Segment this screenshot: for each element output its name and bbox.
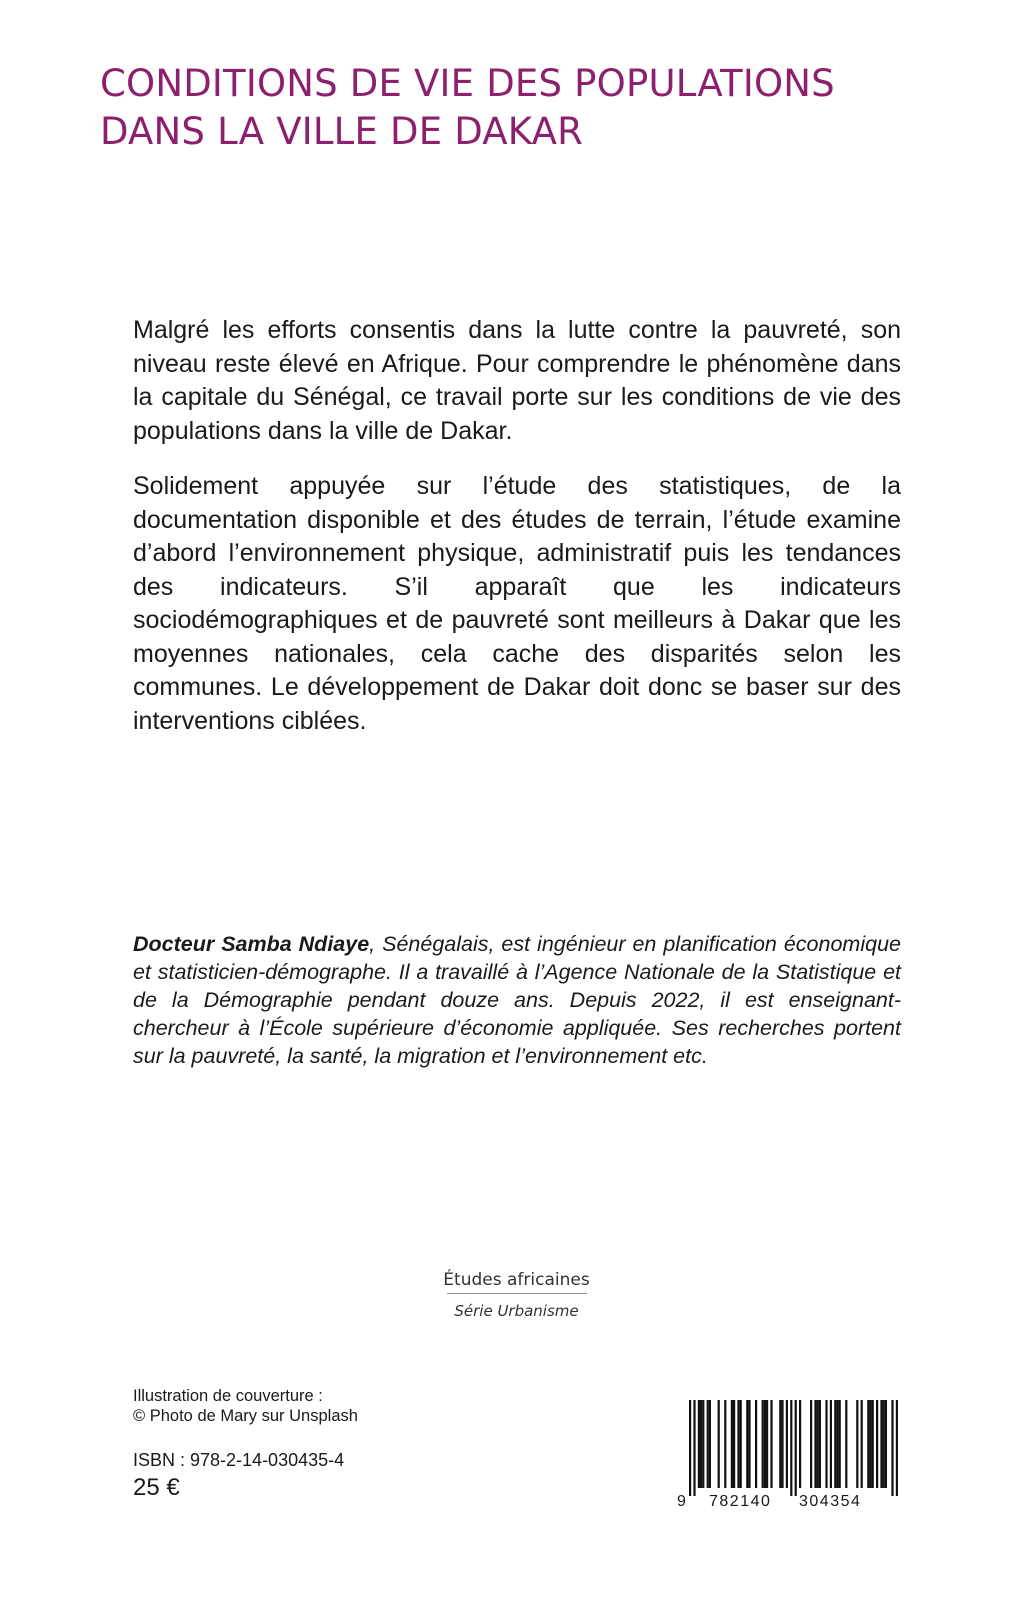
barcode-bar	[795, 1400, 797, 1496]
barcode-bar	[740, 1400, 742, 1488]
barcode-bar	[869, 1400, 871, 1488]
barcode-bar	[861, 1400, 863, 1488]
barcode-bar	[891, 1400, 893, 1496]
author-name: Docteur Samba Ndiaye	[133, 932, 370, 956]
price: 25 €	[133, 1474, 180, 1501]
barcode-bar	[779, 1400, 781, 1488]
barcode-bar	[746, 1400, 748, 1488]
barcode-bar	[702, 1400, 704, 1488]
barcode-bar	[872, 1400, 874, 1488]
barcode-bar	[896, 1400, 898, 1496]
barcode-bar	[748, 1400, 750, 1488]
barcode-bar	[693, 1400, 695, 1496]
barcode-lead-digit: 9	[677, 1493, 686, 1510]
series-name: Études africaines	[0, 1270, 1033, 1294]
barcode-bar	[880, 1400, 882, 1488]
book-title	[100, 60, 950, 156]
barcode-bar	[737, 1400, 739, 1488]
barcode-bar	[819, 1400, 821, 1488]
barcode-group-2: 304354	[799, 1493, 862, 1510]
barcode-bar	[839, 1400, 841, 1488]
barcode-bar	[867, 1400, 869, 1488]
barcode-group-1: 782140	[709, 1493, 772, 1510]
series-subseries: Série Urbanisme	[454, 1302, 579, 1320]
barcode-bar	[724, 1400, 726, 1488]
barcode-bar	[781, 1400, 783, 1488]
barcode-bar	[885, 1400, 887, 1488]
barcode-bar	[845, 1400, 847, 1488]
author-bio	[133, 930, 901, 1070]
barcode-bar	[883, 1400, 885, 1488]
barcode-bar	[825, 1400, 827, 1488]
barcode	[675, 1400, 905, 1510]
barcode-bar	[707, 1400, 709, 1488]
barcode-bar	[799, 1400, 801, 1488]
summary-paragraph-2: Solidement appuyée sur l’étude des statistiques, de la documentation disponible et des études de terrain, l’étude examine d’abord l’environnement physique, administratif puis les tendances des indicateurs. S’il apparaît que les indicateurs sociodémographiques et de pauvreté sont meilleurs à Dakar que les moyennes nationales, cela cache des disparités selon les communes. Le développement de Dakar doit donc se baser sur des interventions ciblées.	[133, 472, 901, 735]
barcode-bar	[766, 1400, 768, 1488]
author-bio-text: , Sénégalais, est ingénieur en planification économique et statisticien-démographe. Il a travaillé à l’Agence Nationale de la Statistique et de la Démographie pendant douze ans. Depuis 2022, il est enseignant-chercheur à l’École supérieure d’économie appliquée. Ses recherches portent sur la pauvreté, la santé, la migration et l’environnement etc.	[133, 932, 901, 1068]
barcode-bar	[755, 1400, 757, 1488]
barcode-bar	[698, 1400, 700, 1488]
barcode-bar	[817, 1400, 819, 1488]
barcode-bar	[764, 1400, 766, 1488]
barcode-bar	[834, 1400, 836, 1488]
title-line-1: CONDITIONS DE VIE DES POPULATIONS	[100, 62, 835, 105]
credits-line-2: © Photo de Mary sur Unsplash	[133, 1407, 358, 1425]
isbn: ISBN : 978-2-14-030435-4	[133, 1450, 345, 1470]
barcode-bar	[770, 1400, 772, 1488]
barcode-bar	[810, 1400, 812, 1488]
barcode-bar	[762, 1400, 764, 1488]
credits-line-1: Illustration de couverture :	[133, 1387, 323, 1405]
barcode-bars	[689, 1400, 898, 1496]
back-cover-summary	[133, 314, 901, 760]
barcode-bar	[814, 1400, 816, 1488]
cover-credits	[133, 1386, 358, 1426]
barcode-bar	[700, 1400, 702, 1488]
barcode-bar	[731, 1400, 733, 1488]
barcode-bar	[786, 1400, 788, 1488]
barcode-bar	[689, 1400, 691, 1496]
barcode-bar	[790, 1400, 792, 1496]
barcode-bar	[733, 1400, 735, 1488]
summary-paragraph-1: Malgré les efforts consentis dans la lutte contre la pauvreté, son niveau reste élevé en Afrique. Pour comprendre le phénomène dans la capitale du Sénégal, ce travail porte sur les conditions de vie des populations dans la ville de Dakar.	[133, 316, 901, 445]
title-line-2: DANS LA VILLE DE DAKAR	[100, 110, 584, 153]
barcode-bar	[830, 1400, 832, 1488]
barcode-bar	[856, 1400, 858, 1488]
barcode-bar	[876, 1400, 878, 1488]
barcode-bar	[709, 1400, 711, 1488]
barcode-bar	[718, 1400, 720, 1488]
barcode-bar	[836, 1400, 838, 1488]
